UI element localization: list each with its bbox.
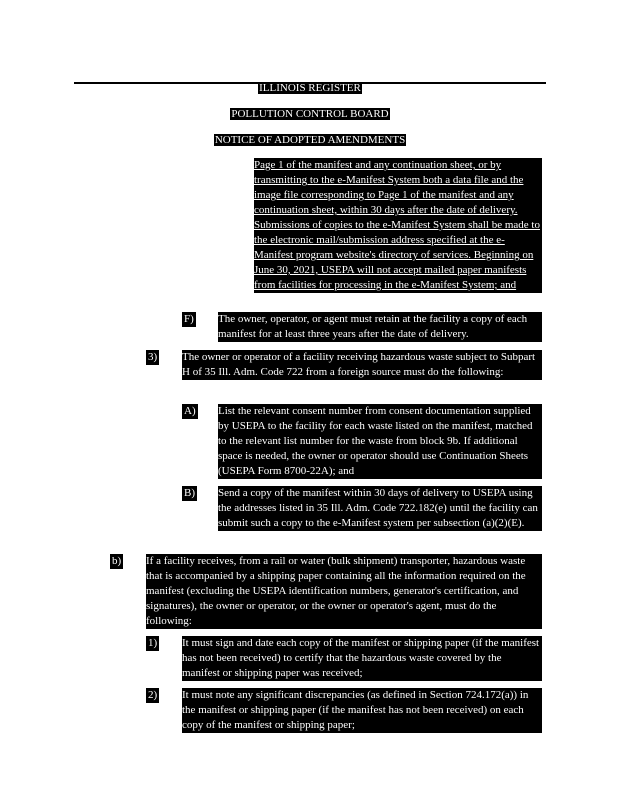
item-3-text: The owner or operator of a facility receiving hazardous waste subject to Subpart H of 35 Ill. Adm. Code 722 from a foreign source must do the following: [182, 350, 542, 380]
item-2-label: 2) [148, 689, 158, 701]
notice-title: NOTICE OF ADOPTED AMENDMENTS [214, 134, 406, 146]
intro-paragraph: Page 1 of the manifest and any continuation sheet, or by transmitting to the e-Manifest System both a data file and the image file corresponding to Page 1 of the manifest and any continuation sheet, within 30 days after the date of delivery. Submissions of copies to the e-Manifest System shall be made to the electronic mail/submission address specified at the e-Manifest program website's directory of services. Beginning on June 30, 2021, USEPA will not accept mailed paper manifests from facilities for processing in the e-Manifest System; and [254, 158, 542, 293]
item-1-label: 1) [148, 637, 158, 649]
board-title: POLLUTION CONTROL BOARD [231, 108, 389, 120]
item-a-label: A) [184, 405, 196, 417]
item-f-label: F) [184, 313, 194, 325]
item-b-text: Send a copy of the manifest within 30 days of delivery to USEPA using the addresses listed in 35 Ill. Adm. Code 722.182(e) until the facility can submit such a copy to the e-Manifest system per subsection (a)(2)(E). [218, 486, 542, 531]
item-3-label: 3) [148, 351, 158, 363]
item-b-label: B) [184, 487, 195, 499]
item-bb-label: b) [112, 555, 122, 567]
item-bb-text: If a facility receives, from a rail or water (bulk shipment) transporter, hazardous waste that is accompanied by a shipping paper containing all the information required on the manifest (excluding the USEPA identification numbers, generator's certification, and signatures), the owner or operator, or the owner or operator's agent, must do the following: [146, 554, 542, 629]
item-f-text: The owner, operator, or agent must retain at the facility a copy of each manifest for at least three years after the date of delivery. [218, 312, 542, 342]
item-a-text: List the relevant consent number from consent documentation supplied by USEPA to the facility for each waste listed on the manifest, matched to the relevant list number for the waste from block 9b. If additional space is needed, the owner or operator should use Continuation Sheets (USEPA Form 8700-22A); and [218, 404, 542, 479]
item-1-text: It must sign and date each copy of the manifest or shipping paper (if the manifest has not been received) to certify that the hazardous waste covered by the manifest or shipping paper was received; [182, 636, 542, 681]
register-title: ILLINOIS REGISTER [259, 82, 361, 94]
item-2-text: It must note any significant discrepancies (as defined in Section 724.172(a)) in the manifest or shipping paper (if the manifest has not been received) on each copy of the manifest or shipping paper; [182, 688, 542, 733]
